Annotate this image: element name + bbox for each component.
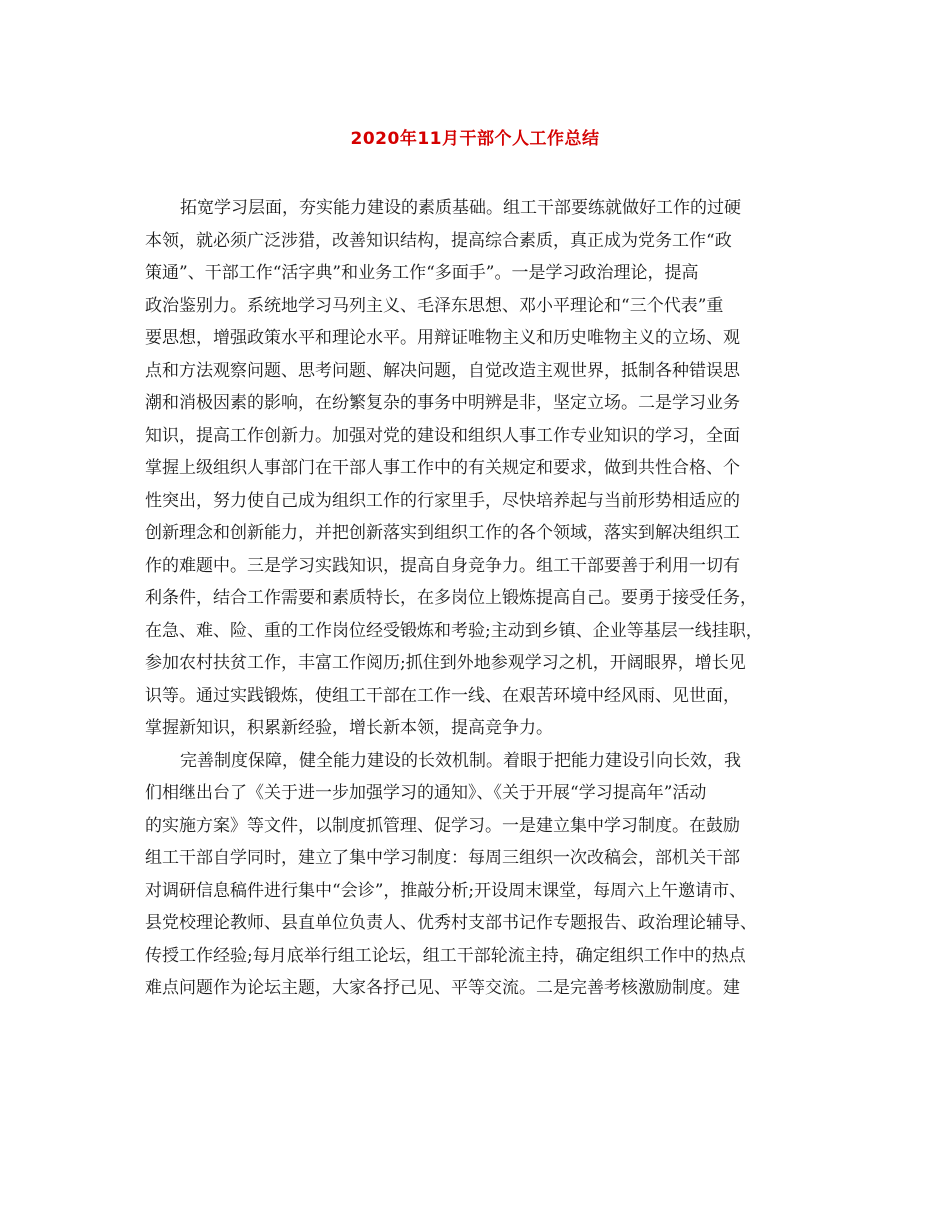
- text-line: 拓宽学习层面，夯实能力建设的素质基础。组工干部要练就做好工作的过硬: [180, 198, 741, 218]
- text-line: 们相继出台了《关于进一步加强学习的通知》、《关于开展“学习提高年”活动: [145, 783, 707, 803]
- text-line: 点和方法观察问题、思考问题、解决问题，自觉改造主观世界，抵制各种错误思: [145, 360, 740, 381]
- text-line: 识等。通过实践锻炼，使组工干部在工作一线、在艰苦环境中经风雨、见世面，: [145, 685, 740, 706]
- text-line: 政治鉴别力。系统地学习马列主义、毛泽东思想、邓小平理论和“三个代表”重: [145, 295, 724, 316]
- text-line: 创新理念和创新能力，并把创新落实到组织工作的各个领域，落实到解决组织工: [145, 523, 740, 543]
- text-line: 作的难题中。三是学习实践知识，提高自身竞争力。组工干部要善于利用一切有: [145, 555, 740, 576]
- text-line: 在急、难、险、重的工作岗位经受锻炼和考验;主动到乡镇、企业等基层一线挂职，: [145, 620, 763, 641]
- text-line: 的实施方案》等文件，以制度抓管理、促学习。一是建立集中学习制度。在鼓励: [145, 815, 740, 836]
- text-line: 组工干部自学同时，建立了集中学习制度：每周三组织一次改稿会，部机关干部: [145, 848, 740, 868]
- text-line: 潮和消极因素的影响，在纷繁复杂的事务中明辨是非，坚定立场。二是学习业务: [145, 393, 740, 413]
- text-line: 性突出，努力使自己成为组织工作的行家里手，尽快培养起与当前形势相适应的: [145, 490, 740, 511]
- text-line: 对调研信息稿件进行集中“会诊”，推敲分析;开设周末课堂，每周六上午邀请市、: [145, 880, 747, 901]
- text-line: 参加农村扶贫工作，丰富工作阅历;抓住到外地参观学习之机，开阔眼界，增长见: [145, 653, 746, 673]
- text-line: 掌握上级组织人事部门在干部人事工作中的有关规定和要求，做到共性合格、个: [145, 458, 740, 478]
- text-line: 完善制度保障，健全能力建设的长效机制。着眼于把能力建设引向长效，我: [180, 750, 741, 771]
- text-line: 县党校理论教师、县直单位负责人、优秀村支部书记作专题报告、政治理论辅导、: [145, 913, 757, 933]
- text-line: 策通”、干部工作“活字典”和业务工作“多面手”。一是学习政治理论，提高: [145, 263, 699, 283]
- text-line: 本领，就必须广泛涉猎，改善知识结构，提高综合素质，真正成为党务工作“政: [145, 230, 732, 251]
- text-line: 难点问题作为论坛主题，大家各抒己见、平等交流。二是完善考核激励制度。建: [145, 978, 740, 998]
- document-body: [145, 192, 825, 1005]
- text-line: 知识，提高工作创新力。加强对党的建设和组织人事工作专业知识的学习，全面: [145, 425, 740, 446]
- text-line: 利条件，结合工作需要和素质特长，在多岗位上锻炼提高自己。要勇于接受任务，: [145, 588, 757, 608]
- text-line: 传授工作经验;每月底举行组工论坛，组工干部轮流主持，确定组织工作中的热点: [145, 945, 746, 966]
- text-line: 要思想，增强政策水平和理论水平。用辩证唯物主义和历史唯物主义的立场、观: [145, 328, 740, 348]
- text-line: 掌握新知识，积累新经验，增长新本领，提高竞争力。: [145, 718, 553, 738]
- document-title: 2020年11月干部个人工作总结: [350, 129, 600, 149]
